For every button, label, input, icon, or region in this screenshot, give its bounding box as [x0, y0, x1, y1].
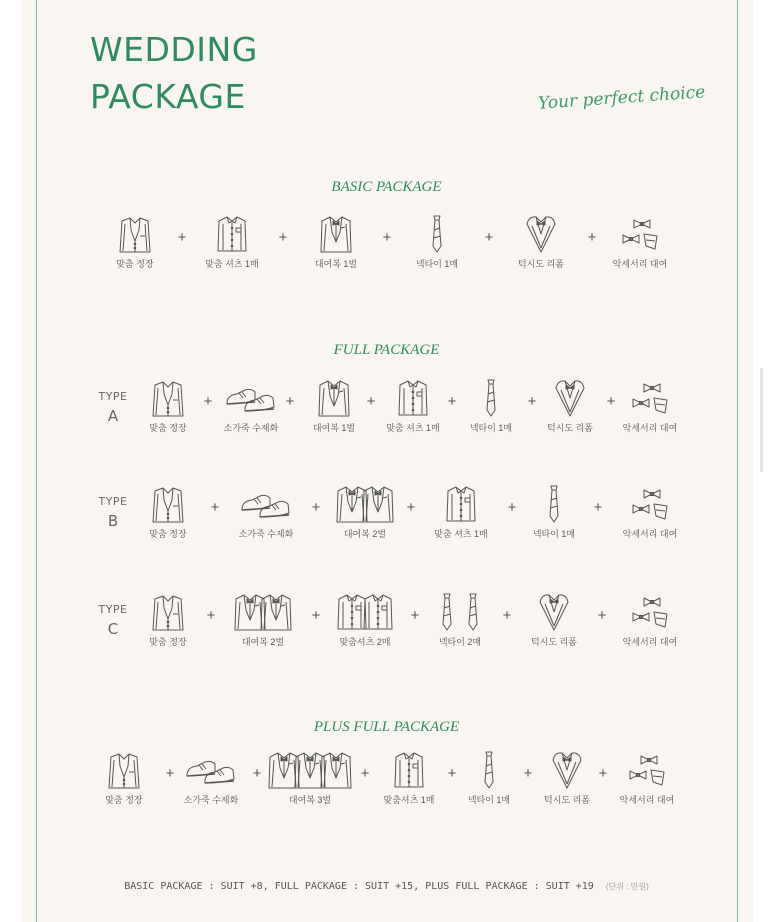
title-line-2: PACKAGE [90, 77, 246, 116]
plus-item [255, 750, 365, 806]
unit-note: (단위 : 만원) [605, 882, 649, 891]
plus-sign: + [278, 229, 288, 246]
dress-shoes-icon [185, 750, 237, 790]
suit-jacket-icon [107, 750, 141, 790]
tuxedo-vest-icon [540, 595, 568, 630]
plus-sign: + [165, 765, 175, 782]
tuxedo-icon [235, 595, 265, 630]
basic-item [281, 214, 391, 270]
pricing-text: BASIC PACKAGE : SUIT +8, FULL PACKAGE : SUIT +15, PLUS FULL PACKAGE : SUIT +19 [124, 881, 594, 892]
item-label: 맞춤 셔츠 1매 [434, 529, 488, 539]
tuxedo-vest-icon [550, 750, 584, 790]
plus-sign: + [597, 607, 607, 624]
plus-sign: + [507, 499, 517, 516]
accessory-icon [633, 598, 667, 627]
suit-jacket-icon [118, 214, 152, 254]
plus-sign: + [410, 607, 420, 624]
item-label: 악세서리 대여 [612, 259, 668, 269]
dress-shoes-icon [187, 761, 234, 783]
suit-jacket-icon [109, 754, 139, 788]
plus-sign: + [206, 607, 216, 624]
dress-shoes-icon [240, 484, 292, 524]
item-label: 맞춤 정장 [149, 637, 187, 647]
dress-shirt-icon [338, 595, 366, 629]
item-label: 맞춤 셔츠 1매 [205, 259, 259, 269]
plus-sign: + [587, 229, 597, 246]
tuxedo-icon [319, 381, 349, 416]
full-c-item [310, 592, 420, 648]
item-label: 맞춤셔츠 2매 [339, 637, 391, 647]
basic-item [486, 214, 596, 270]
item-label: 소가죽 수제화 [183, 795, 239, 805]
tuxedo-icon [363, 487, 393, 522]
accessory-icon [630, 756, 664, 785]
item-label: 악세서리 대여 [622, 529, 678, 539]
necktie-icon [472, 750, 506, 790]
plus-sign: + [484, 229, 494, 246]
item-label: 턱시도 리폼 [547, 423, 593, 433]
plus-sign: + [447, 765, 457, 782]
accessory-icon [633, 490, 667, 519]
item-label: 맞춤 정장 [116, 259, 154, 269]
plus-sign: + [523, 765, 533, 782]
plus-sign: + [285, 393, 295, 410]
item-label: 넥타이 2매 [438, 637, 482, 647]
basic-item [80, 214, 190, 270]
item-label: 맞춤 정장 [149, 529, 187, 539]
accessory-icon [620, 214, 660, 254]
suit-jacket-icon [153, 596, 183, 630]
full-package-title: FULL PACKAGE [333, 342, 440, 358]
tuxedo-icon [269, 753, 299, 788]
item-label: 소가죽 수제화 [238, 529, 294, 539]
accessory-icon [630, 592, 670, 632]
dress-shirt-icon [218, 217, 246, 251]
pricing-footer [0, 881, 773, 892]
full-b-item [211, 484, 321, 540]
plus-sign: + [527, 393, 537, 410]
suit-jacket-icon [151, 592, 185, 632]
plus-sign: + [382, 229, 392, 246]
necktie-icon [487, 380, 495, 416]
accessory-icon [633, 384, 667, 413]
necktie-icon [485, 752, 493, 788]
plus-sign: + [311, 607, 321, 624]
plus-sign: + [593, 499, 603, 516]
item-label: 악세서리 대여 [622, 423, 678, 433]
item-label: 맞춤셔츠 1매 [383, 795, 435, 805]
plus-sign: + [606, 393, 616, 410]
item-label: 턱시도 리폼 [518, 259, 564, 269]
item-label: 넥타이 1매 [467, 795, 511, 805]
item-label: 대여복 2벌 [343, 529, 387, 539]
item-label: 대여복 1벌 [312, 423, 356, 433]
dress-shirt-icon [215, 214, 249, 254]
plus-sign: + [366, 393, 376, 410]
item-label: 대여복 3벌 [288, 795, 332, 805]
tuxedo-icon [319, 214, 353, 254]
suit-jacket-icon [120, 218, 150, 252]
item-label: 넥타이 1매 [532, 529, 576, 539]
plus-sign: + [406, 499, 416, 516]
tuxedo-icon [321, 217, 351, 252]
tuxedo-vest-icon [553, 378, 587, 418]
basic-item [382, 214, 492, 270]
basic-item [585, 214, 695, 270]
tuxedo-icon-group [335, 484, 395, 524]
plus-sign: + [598, 765, 608, 782]
basic-package-title: BASIC PACKAGE [331, 179, 442, 195]
type-letter: A [107, 407, 119, 425]
necktie-icon-group [430, 592, 490, 632]
type-word: TYPE [98, 603, 128, 616]
necktie-icon [469, 594, 477, 630]
item-label: 소가죽 수제화 [223, 423, 279, 433]
item-label: 맞춤 정장 [149, 423, 187, 433]
full-b-item [595, 484, 705, 540]
suit-jacket-icon [151, 484, 185, 524]
accessory-icon [630, 484, 670, 524]
suit-jacket-icon [153, 488, 183, 522]
plus-sign: + [447, 393, 457, 410]
tuxedo-vest-icon [527, 217, 555, 252]
item-label: 대여복 2벌 [241, 637, 285, 647]
edge-scroll-mark [760, 368, 763, 472]
type-word: TYPE [98, 390, 128, 403]
plus-sign: + [210, 499, 220, 516]
left-border-line [36, 0, 37, 922]
item-label: 턱시도 리폼 [544, 795, 590, 805]
item-label: 맞춤 셔츠 1매 [386, 423, 440, 433]
necktie-icon [420, 214, 454, 254]
necktie-icon [537, 484, 571, 524]
accessory-icon [627, 750, 667, 790]
basic-item [177, 214, 287, 270]
plus-sign: + [203, 393, 213, 410]
dress-shoes-icon [225, 378, 277, 418]
dress-shirt-icon [399, 381, 427, 415]
item-label: 악세서리 대여 [619, 795, 675, 805]
title-line-1: WEDDING [90, 30, 258, 69]
dress-shoes-icon [242, 495, 289, 517]
plus-sign: + [360, 765, 370, 782]
dress-shirt-icon-group [335, 592, 395, 632]
dress-shirt-icon [396, 378, 430, 418]
accessory-icon [623, 220, 657, 249]
item-label: 턱시도 리폼 [531, 637, 577, 647]
plus-full-package-title: PLUS FULL PACKAGE [313, 719, 460, 735]
accessory-icon [630, 378, 670, 418]
dress-shirt-icon [395, 753, 423, 787]
dress-shirt-icon [392, 750, 426, 790]
tagline-script: Your perfect choice [537, 82, 706, 114]
full-c-item [208, 592, 318, 648]
right-border-line [737, 0, 738, 922]
tuxedo-icon [321, 753, 351, 788]
plus-sign: + [502, 607, 512, 624]
plus-sign: + [311, 499, 321, 516]
plus-sign: + [252, 765, 262, 782]
dress-shirt-icon [447, 487, 475, 521]
dress-shirt-icon [364, 595, 392, 629]
item-label: 넥타이 1매 [415, 259, 459, 269]
tuxedo-icon [317, 378, 351, 418]
suit-jacket-icon [151, 378, 185, 418]
necktie-icon [474, 378, 508, 418]
item-label: 악세서리 대여 [622, 637, 678, 647]
type-word: TYPE [98, 495, 128, 508]
tuxedo-icon [261, 595, 291, 630]
full-c-item [595, 592, 705, 648]
tuxedo-vest-icon [553, 753, 581, 788]
tuxedo-icon [337, 487, 367, 522]
full-b-item [113, 484, 223, 540]
suit-jacket-icon [153, 382, 183, 416]
necktie-icon [443, 594, 451, 630]
necktie-icon [433, 216, 441, 252]
item-label: 넥타이 1매 [469, 423, 513, 433]
tuxedo-icon-group [267, 750, 353, 790]
type-letter: C [107, 620, 119, 638]
plus-sign: + [177, 229, 187, 246]
item-label: 맞춤 정장 [105, 795, 143, 805]
tuxedo-icon-group [233, 592, 293, 632]
dress-shirt-icon [444, 484, 478, 524]
item-label: 대여복 1벌 [314, 259, 358, 269]
full-c-item [499, 592, 609, 648]
necktie-icon [550, 486, 558, 522]
tuxedo-icon [295, 753, 325, 788]
tuxedo-vest-icon [556, 381, 584, 416]
dress-shoes-icon [227, 389, 274, 411]
type-letter: B [107, 512, 119, 530]
tuxedo-vest-icon [537, 592, 571, 632]
tuxedo-vest-icon [524, 214, 558, 254]
